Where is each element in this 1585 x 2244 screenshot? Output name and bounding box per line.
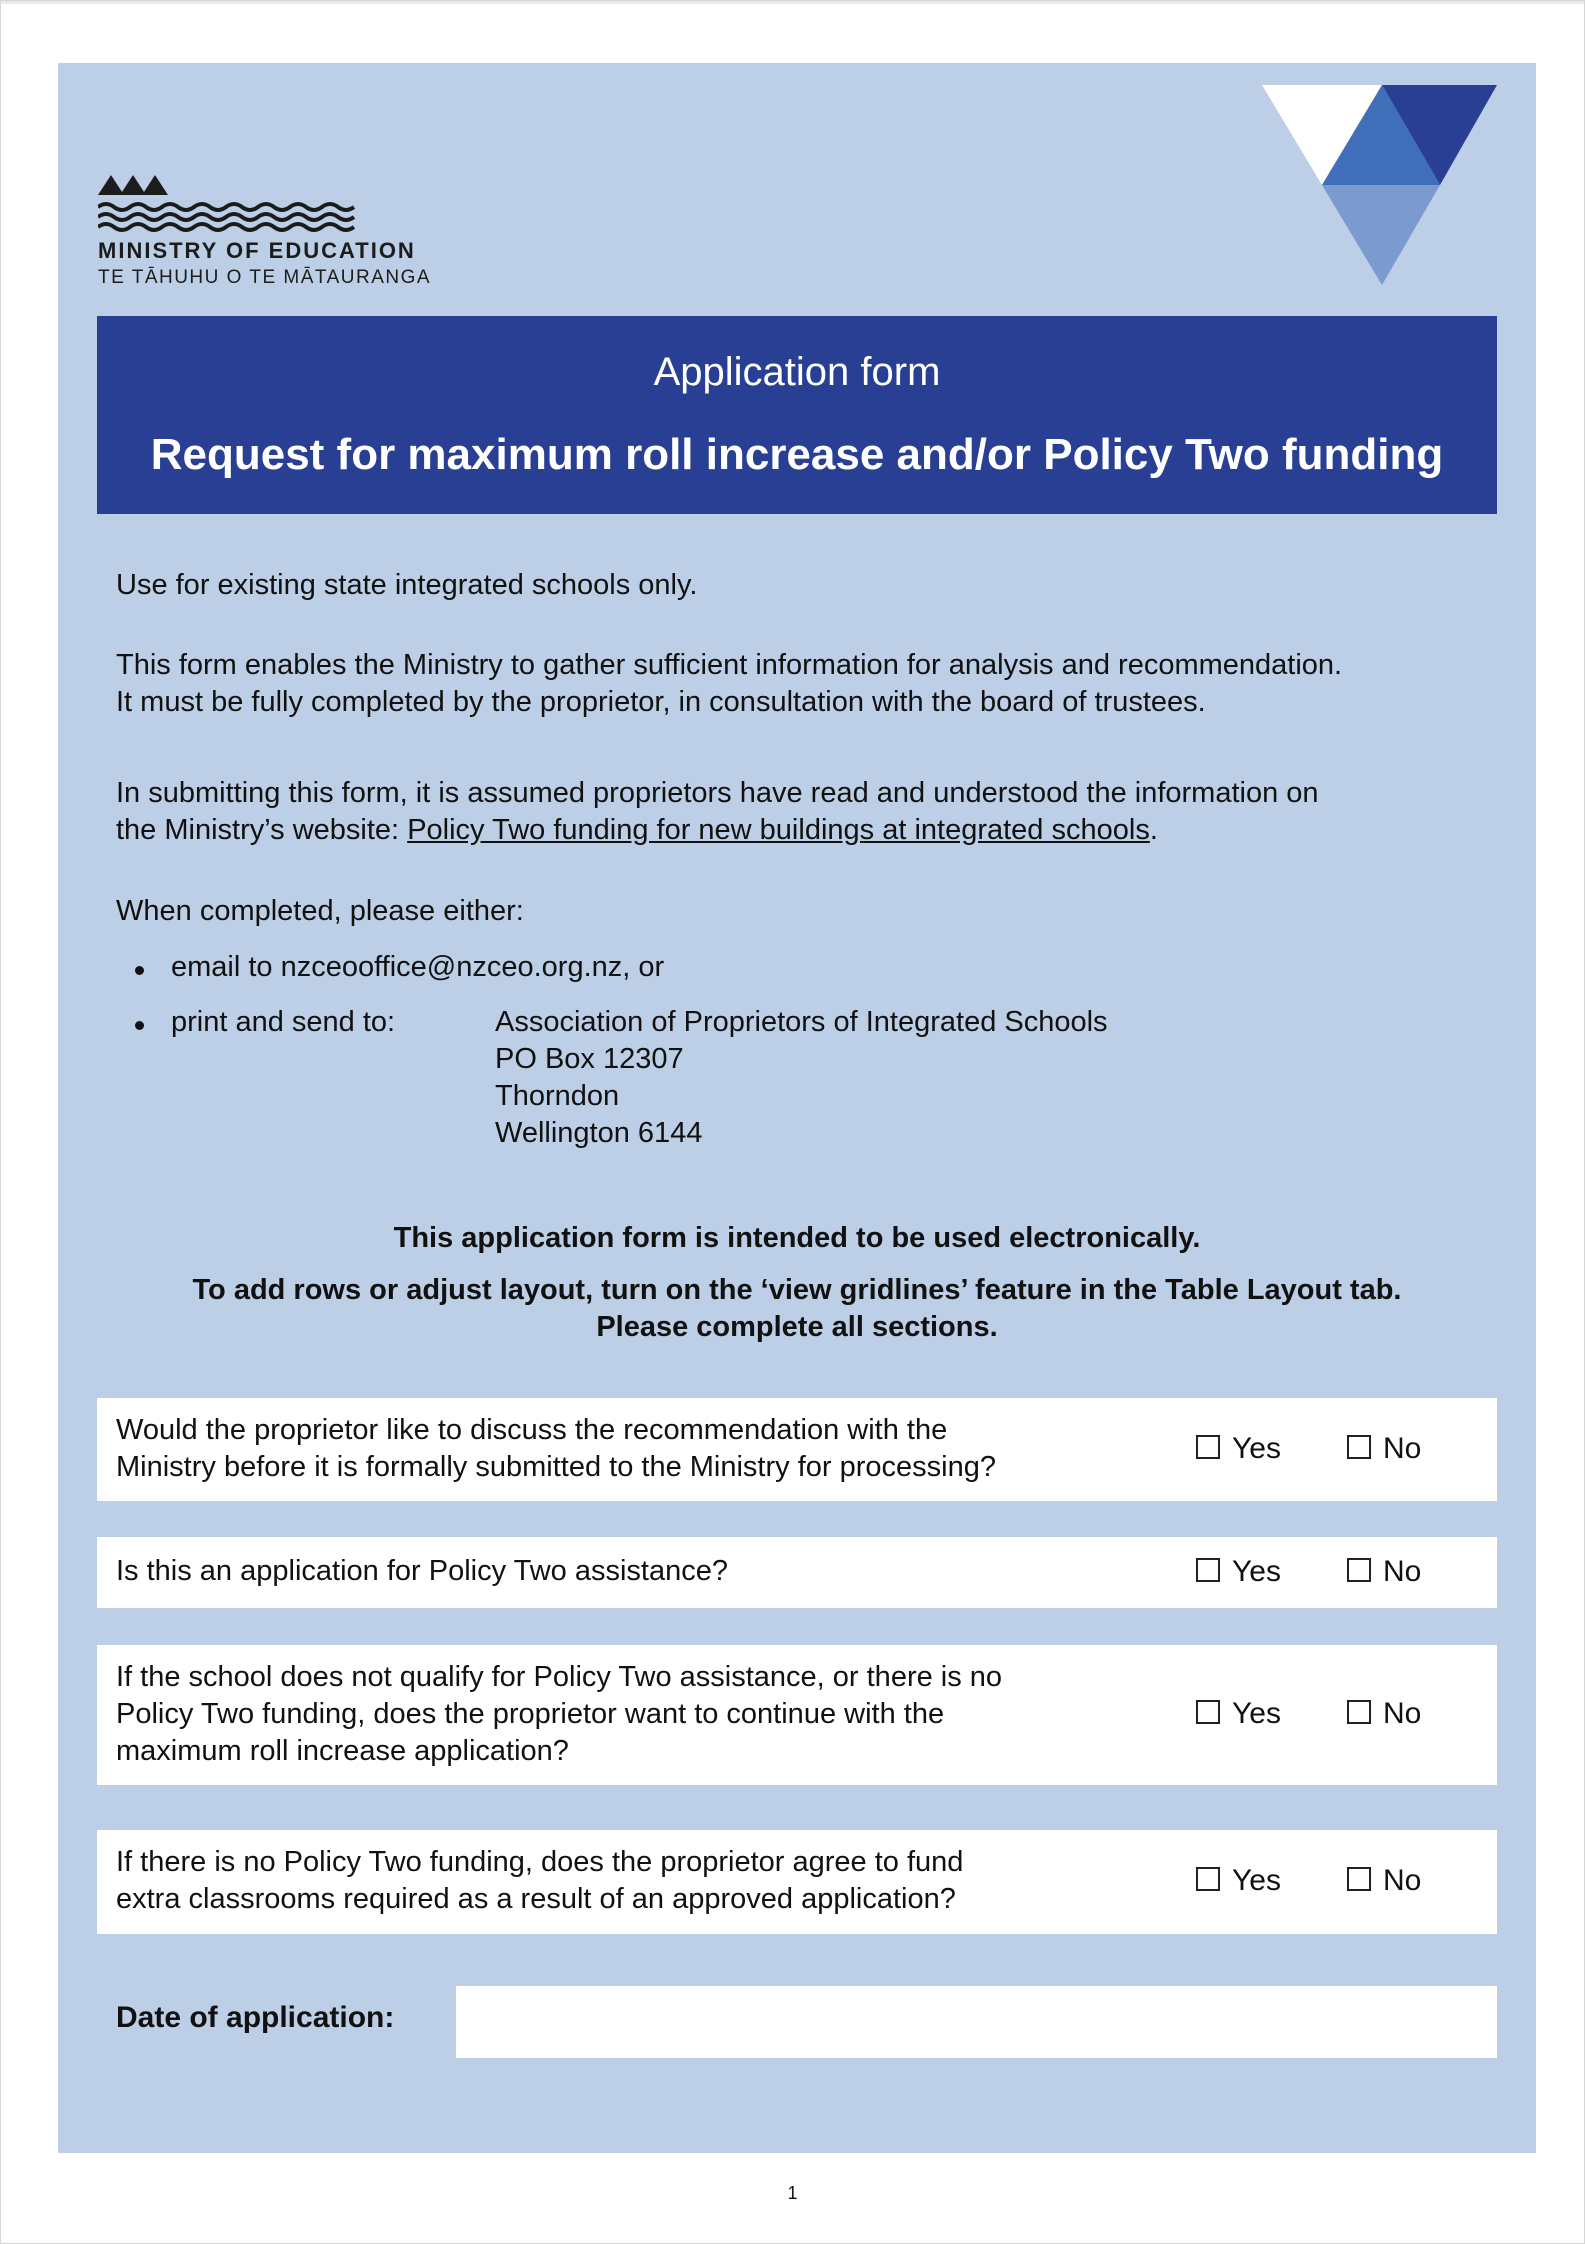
yes-option[interactable] xyxy=(1196,1432,1281,1466)
ministry-maori-name: TE TĀHUHU O TE MĀTAURANGA xyxy=(98,267,432,288)
question-text: Ministry before it is formally submitted to the Ministry for processing? xyxy=(116,1451,996,1483)
question-text: If there is no Policy Two funding, does the proprietor agree to fund xyxy=(116,1846,964,1878)
question-text: Is this an application for Policy Two assistance? xyxy=(116,1555,729,1587)
no-checkbox[interactable] xyxy=(1347,1435,1371,1459)
date-of-application-field[interactable] xyxy=(456,1986,1497,2058)
question-text: If the school does not qualify for Policy Two assistance, or there is no xyxy=(116,1661,1003,1693)
intro-line-3a: In submitting this form, it is assumed proprietors have read and understood the information on xyxy=(116,777,1319,809)
no-option[interactable] xyxy=(1347,1432,1421,1466)
yes-option[interactable] xyxy=(1196,1864,1281,1898)
intro-line-3b-prefix: the Ministry’s website: xyxy=(116,814,408,846)
intro-line-2a: This form enables the Ministry to gather sufficient information for analysis and recommendation. xyxy=(116,649,1343,681)
question-text: Policy Two funding, does the proprietor want to continue with the xyxy=(116,1698,945,1730)
address-line-4: Wellington 6144 xyxy=(495,1117,703,1149)
policy-two-link[interactable]: Policy Two funding for new buildings at integrated schools xyxy=(407,814,1150,846)
yes-option[interactable] xyxy=(1196,1697,1281,1731)
yes-checkbox[interactable] xyxy=(1196,1867,1220,1891)
triangles-logo-icon xyxy=(1262,85,1502,290)
question-text: extra classrooms required as a result of an approved application? xyxy=(116,1883,956,1915)
no-option[interactable] xyxy=(1347,1697,1421,1731)
question-text: maximum roll increase application? xyxy=(116,1735,569,1767)
form-subtitle: Application form xyxy=(653,350,941,394)
yes-label: Yes xyxy=(1232,1697,1281,1730)
no-checkbox[interactable] xyxy=(1347,1558,1371,1582)
bullet-dot xyxy=(135,966,144,975)
no-label: No xyxy=(1383,1864,1422,1897)
note-electronic: This application form is intended to be used electronically. xyxy=(393,1222,1201,1254)
note-complete: Please complete all sections. xyxy=(596,1311,998,1343)
address-line-2: PO Box 12307 xyxy=(495,1043,684,1075)
yes-checkbox[interactable] xyxy=(1196,1558,1220,1582)
no-label: No xyxy=(1383,1555,1422,1588)
question-row xyxy=(97,1537,1497,1608)
ministry-name: MINISTRY OF EDUCATION xyxy=(98,238,416,263)
note-gridlines: To add rows or adjust layout, turn on the ‘view gridlines’ feature in the Table Layout tab. xyxy=(192,1274,1402,1306)
yes-label: Yes xyxy=(1232,1432,1281,1465)
address-line-1: Association of Proprietors of Integrated Schools xyxy=(495,1006,1108,1038)
question-row xyxy=(97,1645,1497,1785)
question-text: Would the proprietor like to discuss the recommendation with the xyxy=(116,1414,948,1446)
intro-line-2b: It must be fully completed by the proprietor, in consultation with the board of trustees. xyxy=(116,686,1206,718)
form-title: Request for maximum roll increase and/or Policy Two funding xyxy=(150,430,1444,479)
question-row xyxy=(97,1398,1497,1501)
no-checkbox[interactable] xyxy=(1347,1700,1371,1724)
page-number: 1 xyxy=(787,2183,798,2203)
yes-option[interactable] xyxy=(1196,1555,1281,1589)
no-option[interactable] xyxy=(1347,1555,1421,1589)
bullet-print-label: print and send to: xyxy=(171,1006,396,1038)
bullet-email: email to nzceooffice@nzceo.org.nz, or xyxy=(171,951,665,983)
no-label: No xyxy=(1383,1432,1422,1465)
yes-label: Yes xyxy=(1232,1555,1281,1588)
intro-line-3b-suffix: . xyxy=(1149,814,1158,846)
address-line-3: Thorndon xyxy=(495,1080,620,1112)
intro-line-3b xyxy=(116,812,1158,849)
yes-checkbox[interactable] xyxy=(1196,1700,1220,1724)
title-banner xyxy=(97,316,1497,514)
date-label: Date of application: xyxy=(116,2001,395,2034)
bullet-dot xyxy=(135,1021,144,1030)
yes-label: Yes xyxy=(1232,1864,1281,1897)
form-panel xyxy=(58,63,1536,2153)
no-checkbox[interactable] xyxy=(1347,1867,1371,1891)
question-row xyxy=(97,1830,1497,1934)
intro-line-1: Use for existing state integrated schools only. xyxy=(116,569,698,601)
no-label: No xyxy=(1383,1697,1422,1730)
intro-line-4: When completed, please either: xyxy=(116,895,524,927)
no-option[interactable] xyxy=(1347,1864,1421,1898)
yes-checkbox[interactable] xyxy=(1196,1435,1220,1459)
